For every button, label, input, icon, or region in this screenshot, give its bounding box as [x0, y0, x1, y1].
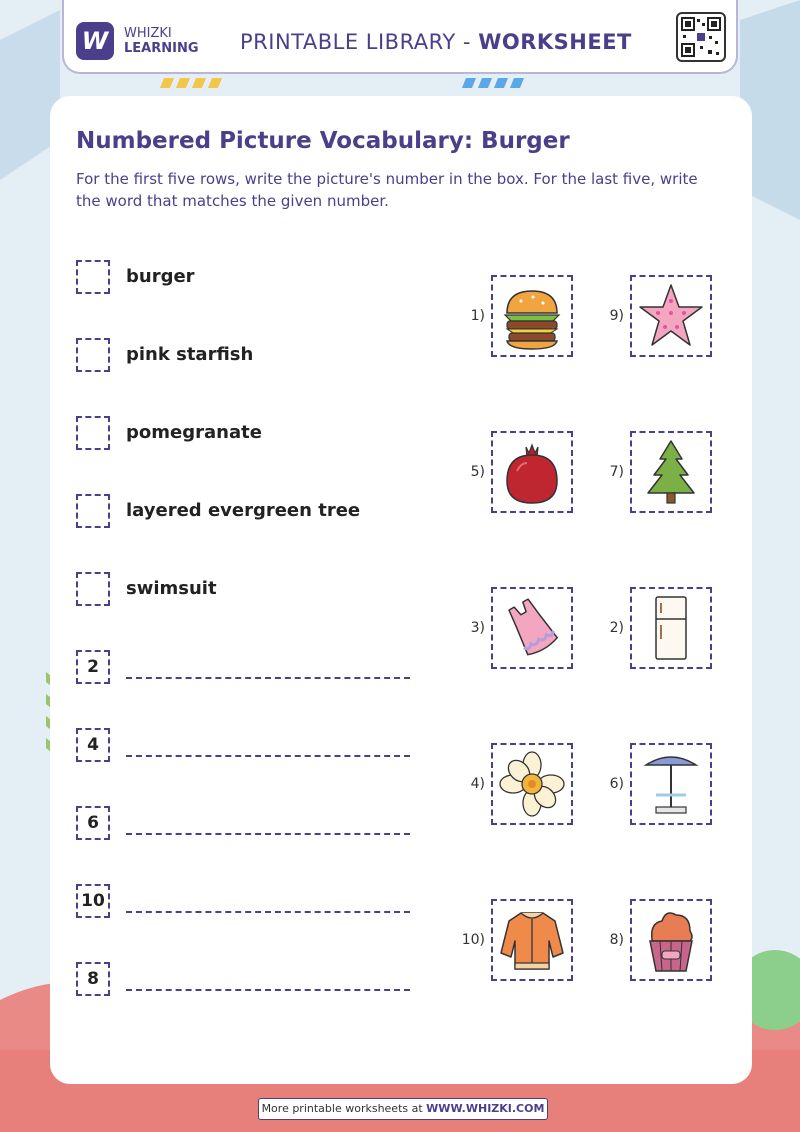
picture-card-8 [630, 743, 712, 825]
cupcake-icon [632, 901, 710, 979]
word-label-1: burger [126, 266, 195, 287]
answer-box-2[interactable] [76, 338, 110, 372]
library-title [240, 30, 632, 54]
picture-card-9 [491, 899, 573, 981]
picture-card-10 [630, 899, 712, 981]
header-stripe-right [462, 76, 562, 90]
footer-prefix: More printable worksheets at [261, 1102, 427, 1115]
library-prefix: PRINTABLE LIBRARY - [240, 30, 479, 54]
picture-label-6: 2) [609, 620, 624, 636]
library-suffix: WORKSHEET [478, 30, 632, 54]
swimsuit-icon [493, 589, 571, 667]
answer-box-5[interactable] [76, 572, 110, 606]
picture-card-5 [491, 587, 573, 669]
picture-card-6 [630, 587, 712, 669]
picture-label-9: 10) [461, 932, 485, 948]
picture-card-2 [630, 275, 712, 357]
write-line-2[interactable] [126, 755, 410, 757]
word-label-3: pomegranate [126, 422, 262, 443]
burger-icon [493, 277, 571, 355]
whizki-logo[interactable]: W [76, 22, 114, 60]
picture-card-4 [630, 431, 712, 513]
picture-label-3: 5) [470, 464, 485, 480]
write-line-1[interactable] [126, 677, 410, 679]
picture-label-1: 1) [470, 308, 485, 324]
refrigerator-icon [632, 589, 710, 667]
page-title: Numbered Picture Vocabulary: Burger [76, 128, 570, 154]
picture-card-1 [491, 275, 573, 357]
header-stripe-left [160, 76, 260, 90]
pomegranate-icon [493, 433, 571, 511]
picture-label-8: 6) [609, 776, 624, 792]
picture-card-7 [491, 743, 573, 825]
footer-site[interactable]: WWW.WHIZKI.COM [426, 1102, 545, 1115]
word-label-4: layered evergreen tree [126, 500, 361, 521]
daffodil-icon [493, 745, 571, 823]
answer-box-3[interactable] [76, 416, 110, 450]
qr-code-icon[interactable] [676, 12, 726, 62]
brand-name [124, 26, 199, 56]
number-box-2: 4 [76, 728, 110, 762]
word-label-5: swimsuit [126, 578, 217, 599]
brand-line-2: LEARNING [124, 41, 199, 56]
number-box-4: 10 [76, 884, 110, 918]
picture-card-3 [491, 431, 573, 513]
write-line-4[interactable] [126, 911, 410, 913]
picture-label-2: 9) [609, 308, 624, 324]
picture-label-7: 4) [470, 776, 485, 792]
picture-label-4: 7) [609, 464, 624, 480]
number-box-1: 2 [76, 650, 110, 684]
footer-link[interactable] [258, 1098, 548, 1120]
evergreen-tree-icon [632, 433, 710, 511]
number-box-5: 8 [76, 962, 110, 996]
site-header [62, 0, 738, 74]
picture-label-10: 8) [609, 932, 624, 948]
answer-box-4[interactable] [76, 494, 110, 528]
starfish-icon [632, 277, 710, 355]
write-line-5[interactable] [126, 989, 410, 991]
lamp-icon [632, 745, 710, 823]
picture-label-5: 3) [470, 620, 485, 636]
word-label-2: pink starfish [126, 344, 254, 365]
jacket-icon [493, 901, 571, 979]
instructions: For the first five rows, write the picture's number in the box. For the last five, write the word that matches the given number. [76, 170, 698, 210]
write-line-3[interactable] [126, 833, 410, 835]
number-box-3: 6 [76, 806, 110, 840]
answer-box-1[interactable] [76, 260, 110, 294]
brand-line-1: WHIZKI [124, 26, 172, 41]
